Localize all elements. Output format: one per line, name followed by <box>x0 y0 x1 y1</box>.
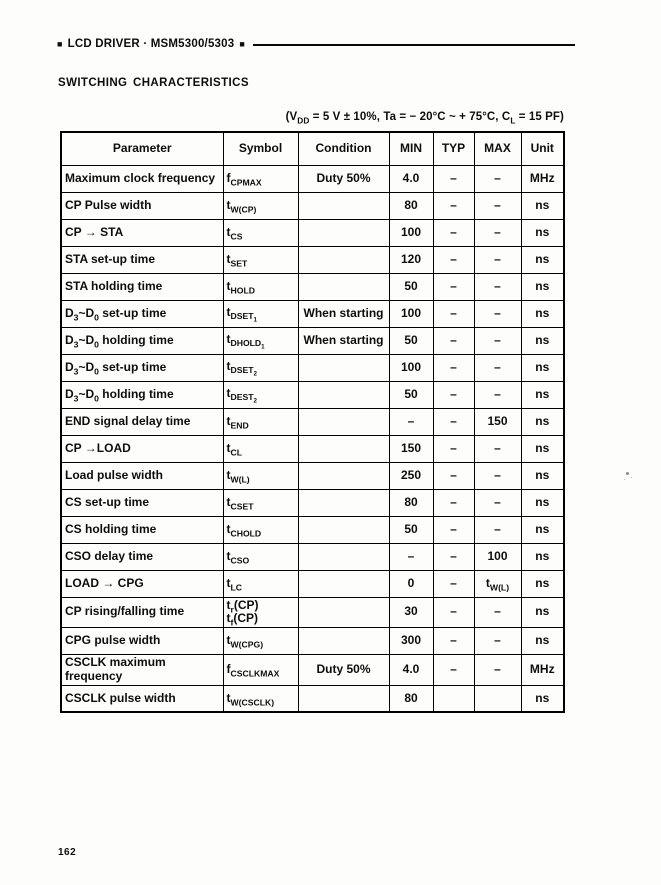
cell-min: 50 <box>389 516 433 543</box>
cell-parameter: CS set-up time <box>61 489 223 516</box>
scan-artifact <box>626 472 629 475</box>
test-conditions: ($V_{DD} = 5$ V ± 10%, Ta = − 20°C ~ + 75°C, $C_L = 15$ PF) <box>285 111 564 126</box>
cell-condition <box>298 408 389 435</box>
column-header: Unit <box>521 132 564 165</box>
cell-unit: ns <box>521 435 564 462</box>
cell-parameter: END signal delay time <box>61 408 223 435</box>
cell-symbol: $t_{END}$ <box>223 408 298 435</box>
cell-symbol: $t_{CSET}$ <box>223 489 298 516</box>
cell-parameter: CSO delay time <box>61 543 223 570</box>
cell-max: – <box>474 435 521 462</box>
header-rule <box>253 44 575 46</box>
cell-min: 4.0 <box>389 655 433 686</box>
cell-min: 250 <box>389 462 433 489</box>
cell-unit: ns <box>521 192 564 219</box>
table-row <box>61 192 564 219</box>
cell-typ: – <box>433 300 474 327</box>
cell-parameter: STA holding time <box>61 273 223 300</box>
cell-max: – <box>474 489 521 516</box>
cell-parameter: STA set-up time <box>61 246 223 273</box>
cell-condition: When starting <box>298 300 389 327</box>
cell-condition <box>298 381 389 408</box>
cell-symbol: $t_r(CP)$ $t_f(CP)$ <box>223 597 298 628</box>
cell-min: – <box>389 543 433 570</box>
cell-condition <box>298 543 389 570</box>
cell-max: – <box>474 165 521 192</box>
cell-min: 100 <box>389 354 433 381</box>
cell-min: 30 <box>389 597 433 628</box>
cell-max: – <box>474 628 521 655</box>
table-row <box>61 516 564 543</box>
table-row <box>61 462 564 489</box>
cell-max: – <box>474 597 521 628</box>
cell-unit: ns <box>521 570 564 597</box>
cell-unit: ns <box>521 462 564 489</box>
table-row <box>61 685 564 712</box>
cell-max <box>474 685 521 712</box>
cell-min: 50 <box>389 327 433 354</box>
cell-max: – <box>474 381 521 408</box>
table-row <box>61 381 564 408</box>
cell-unit: ns <box>521 685 564 712</box>
cell-symbol: $t_{DEST_2}$ <box>223 381 298 408</box>
cell-unit: ns <box>521 408 564 435</box>
cell-typ: – <box>433 219 474 246</box>
table-row <box>61 246 564 273</box>
cell-parameter: CSCLK maximum frequency <box>61 655 223 686</box>
table-body <box>61 165 564 712</box>
cell-typ: – <box>433 435 474 462</box>
cell-parameter: $D_3\sim D_0$ set-up time <box>61 354 223 381</box>
cell-unit: ns <box>521 273 564 300</box>
cell-parameter: CS holding time <box>61 516 223 543</box>
column-header: Parameter <box>61 132 223 165</box>
switching-characteristics-table <box>60 131 565 713</box>
cell-unit: ns <box>521 381 564 408</box>
column-header: Symbol <box>223 132 298 165</box>
cell-min: 100 <box>389 300 433 327</box>
cell-min: 100 <box>389 219 433 246</box>
cell-unit: MHz <box>521 165 564 192</box>
table-row <box>61 655 564 686</box>
table-row <box>61 543 564 570</box>
cell-min: 80 <box>389 489 433 516</box>
cell-max: – <box>474 273 521 300</box>
table-row <box>61 300 564 327</box>
cell-max: – <box>474 246 521 273</box>
cell-symbol: $t_{LC}$ <box>223 570 298 597</box>
cell-parameter: $D_3\sim D_0$ holding time <box>61 327 223 354</box>
cell-condition <box>298 354 389 381</box>
table-row <box>61 489 564 516</box>
cell-parameter: CSCLK pulse width <box>61 685 223 712</box>
cell-symbol: $t_{CHOLD}$ <box>223 516 298 543</box>
table-header-row <box>61 132 564 165</box>
cell-min: 300 <box>389 628 433 655</box>
cell-typ: – <box>433 354 474 381</box>
cell-typ: – <box>433 655 474 686</box>
cell-parameter: CP →LOAD <box>61 435 223 462</box>
table-row <box>61 628 564 655</box>
cell-condition <box>298 685 389 712</box>
cell-max: – <box>474 516 521 543</box>
column-header: TYP <box>433 132 474 165</box>
cell-typ <box>433 685 474 712</box>
cell-symbol: $t_{SET}$ <box>223 246 298 273</box>
cell-condition <box>298 435 389 462</box>
cell-condition <box>298 516 389 543</box>
cell-unit: MHz <box>521 655 564 686</box>
square-bullet-icon: ■ <box>57 38 63 49</box>
cell-parameter: CPG pulse width <box>61 628 223 655</box>
table-row <box>61 570 564 597</box>
cell-min: 4.0 <box>389 165 433 192</box>
cell-typ: – <box>433 489 474 516</box>
cell-typ: – <box>433 327 474 354</box>
section-title: SWITCHING CHARACTERISTICS <box>58 77 249 89</box>
cell-typ: – <box>433 381 474 408</box>
table-row <box>61 165 564 192</box>
cell-unit: ns <box>521 516 564 543</box>
cell-symbol: $t_{W(CSCLK)}$ <box>223 685 298 712</box>
cell-condition <box>298 570 389 597</box>
cell-min: 50 <box>389 381 433 408</box>
cell-max: $t_{W(L)}$ <box>474 570 521 597</box>
cell-condition <box>298 219 389 246</box>
cell-parameter: CP → STA <box>61 219 223 246</box>
column-header: MIN <box>389 132 433 165</box>
cell-unit: ns <box>521 327 564 354</box>
table-row <box>61 435 564 462</box>
cell-condition <box>298 597 389 628</box>
cell-unit: ns <box>521 628 564 655</box>
cell-unit: ns <box>521 597 564 628</box>
cell-symbol: $t_{HOLD}$ <box>223 273 298 300</box>
cell-condition: Duty 50% <box>298 165 389 192</box>
cell-min: 50 <box>389 273 433 300</box>
page-number: 162 <box>58 847 77 858</box>
cell-max: 150 <box>474 408 521 435</box>
cell-typ: – <box>433 408 474 435</box>
cell-typ: – <box>433 516 474 543</box>
cell-typ: – <box>433 628 474 655</box>
cell-unit: ns <box>521 354 564 381</box>
cell-unit: ns <box>521 300 564 327</box>
table-row <box>61 273 564 300</box>
cell-symbol: $t_{W(CP)}$ <box>223 192 298 219</box>
cell-condition <box>298 489 389 516</box>
cell-min: 0 <box>389 570 433 597</box>
cell-condition <box>298 628 389 655</box>
cell-max: – <box>474 462 521 489</box>
cell-max: – <box>474 327 521 354</box>
cell-max: – <box>474 192 521 219</box>
cell-unit: ns <box>521 246 564 273</box>
cell-condition <box>298 246 389 273</box>
cell-parameter: LOAD → CPG <box>61 570 223 597</box>
table-row <box>61 354 564 381</box>
column-header: MAX <box>474 132 521 165</box>
cell-parameter: $D_3\sim D_0$ set-up time <box>61 300 223 327</box>
cell-typ: – <box>433 462 474 489</box>
table-row <box>61 408 564 435</box>
cell-min: – <box>389 408 433 435</box>
cell-parameter: CP Pulse width <box>61 192 223 219</box>
cell-max: – <box>474 219 521 246</box>
cell-typ: – <box>433 570 474 597</box>
table-row <box>61 219 564 246</box>
cell-parameter: Load pulse width <box>61 462 223 489</box>
cell-symbol: $f_{CSCLKMAX}$ <box>223 655 298 686</box>
cell-max: – <box>474 354 521 381</box>
cell-typ: – <box>433 165 474 192</box>
doc-title: LCD DRIVER · MSM5300/5303 <box>67 38 235 50</box>
cell-condition <box>298 462 389 489</box>
cell-max: 100 <box>474 543 521 570</box>
cell-unit: ns <box>521 489 564 516</box>
cell-parameter: Maximum clock frequency <box>61 165 223 192</box>
cell-condition: When starting <box>298 327 389 354</box>
cell-unit: ns <box>521 219 564 246</box>
cell-typ: – <box>433 192 474 219</box>
cell-parameter: $D_3\sim D_0$ holding time <box>61 381 223 408</box>
cell-condition <box>298 192 389 219</box>
cell-symbol: $t_{CSO}$ <box>223 543 298 570</box>
cell-symbol: $t_{W(CPG)}$ <box>223 628 298 655</box>
doc-header <box>57 38 575 50</box>
cell-symbol: $t_{DSET_2}$ <box>223 354 298 381</box>
cell-min: 80 <box>389 685 433 712</box>
cell-typ: – <box>433 597 474 628</box>
cell-symbol: $f_{CPMAX}$ <box>223 165 298 192</box>
cell-symbol: $t_{DSET_1}$ <box>223 300 298 327</box>
cell-parameter: CP rising/falling time <box>61 597 223 628</box>
cell-symbol: $t_{CS}$ <box>223 219 298 246</box>
cell-symbol: $t_{CL}$ <box>223 435 298 462</box>
table-row <box>61 327 564 354</box>
cell-symbol: $t_{DHOLD_1}$ <box>223 327 298 354</box>
cell-unit: ns <box>521 543 564 570</box>
cell-condition: Duty 50% <box>298 655 389 686</box>
square-bullet-icon: ■ <box>239 38 245 49</box>
cell-min: 120 <box>389 246 433 273</box>
cell-typ: – <box>433 543 474 570</box>
cell-typ: – <box>433 246 474 273</box>
cell-max: – <box>474 655 521 686</box>
column-header: Condition <box>298 132 389 165</box>
table-row <box>61 597 564 628</box>
cell-min: 80 <box>389 192 433 219</box>
cell-min: 150 <box>389 435 433 462</box>
cell-symbol: $t_{W(L)}$ <box>223 462 298 489</box>
cell-typ: – <box>433 273 474 300</box>
cell-condition <box>298 273 389 300</box>
cell-max: – <box>474 300 521 327</box>
